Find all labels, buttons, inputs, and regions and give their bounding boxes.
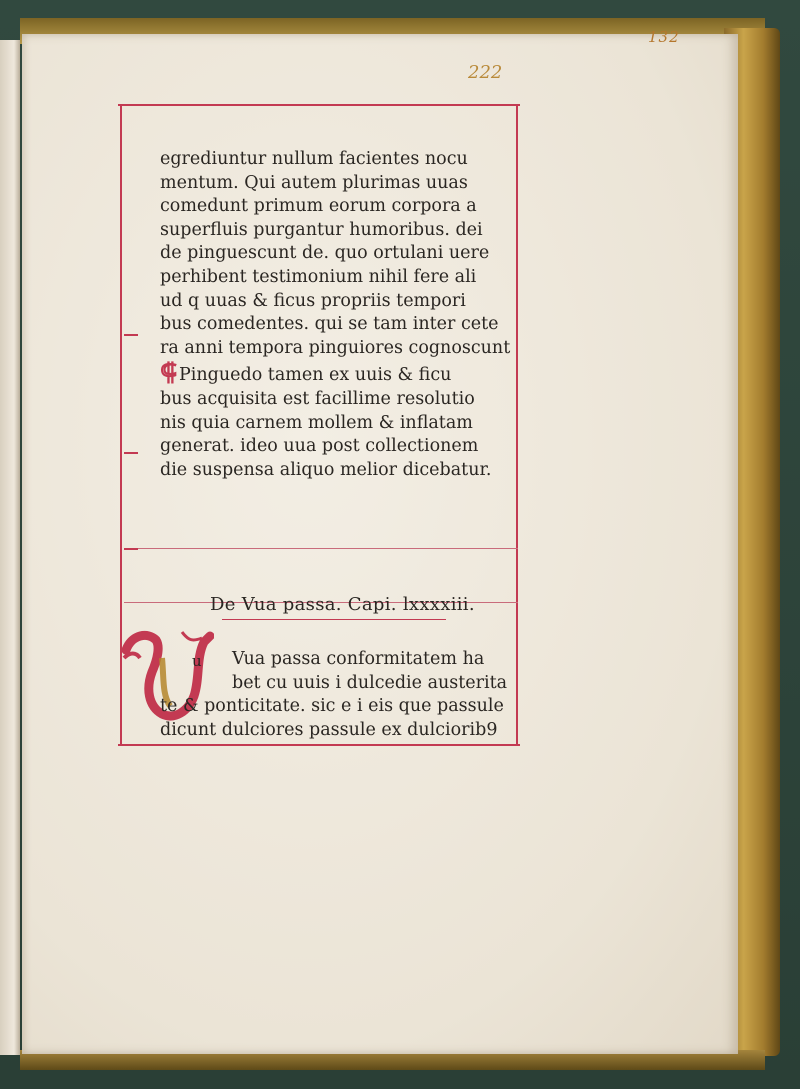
text-line: perhibent testimonium nihil fere ali: [160, 266, 477, 287]
text-line: die suspensa aliquo melior dicebatur.: [160, 459, 492, 480]
margin-mark: [124, 334, 138, 336]
text-line: Vua passa conformitatem ha: [232, 649, 485, 669]
text-line: de pinguescunt de. quo ortulani uere: [160, 243, 490, 264]
frame-rule-top: [118, 104, 520, 106]
heading-underline: [222, 619, 446, 620]
text-line: bus acquisita est facillime resolutio: [160, 388, 475, 409]
text-line: generat. ideo uua post collectionem: [160, 436, 479, 457]
text-line: bet cu uuis i dulcedie austerita: [232, 672, 508, 693]
text-line: ra anni tempora pinguiores cognoscunt: [160, 337, 511, 358]
text-line: nis quia carnem mollem & inflatam: [160, 412, 473, 433]
facing-page-edge: [0, 40, 20, 1055]
text-line: dicunt dulciores passule ex dulciorib9: [160, 719, 498, 740]
pencil-page-number: 222: [468, 62, 503, 83]
pilcrow-icon: ⸿: [160, 357, 178, 387]
folio-number: 132: [648, 28, 680, 46]
chapter-text-block: [160, 648, 540, 742]
text-line: ud q uuas & ficus propriis tempori: [160, 290, 466, 311]
text-line: mentum. Qui autem plurimas uuas: [160, 172, 468, 193]
guide-letter: u: [192, 652, 202, 670]
margin-mark: [124, 452, 138, 454]
margin-mark: [124, 548, 138, 550]
chapter-heading: De Vua passa. Capi. lxxxxiii.: [210, 594, 475, 615]
main-text-block: [160, 148, 540, 482]
text-line: bus comedentes. qui se tam inter cete: [160, 314, 499, 335]
text-line: te & ponticitate. sic e i eis que passule: [160, 696, 504, 716]
text-line: Pinguedo tamen ex uuis & ficu: [179, 365, 452, 386]
paragraph-line: [160, 357, 540, 388]
text-line: egrediuntur nullum facientes nocu: [160, 149, 468, 169]
frame-rule-bottom: [118, 744, 520, 746]
frame-rule-divider: [124, 548, 518, 549]
text-line: superfluis purgantur humoribus. dei: [160, 219, 483, 240]
text-line: comedunt primum eorum corpora a: [160, 196, 477, 217]
